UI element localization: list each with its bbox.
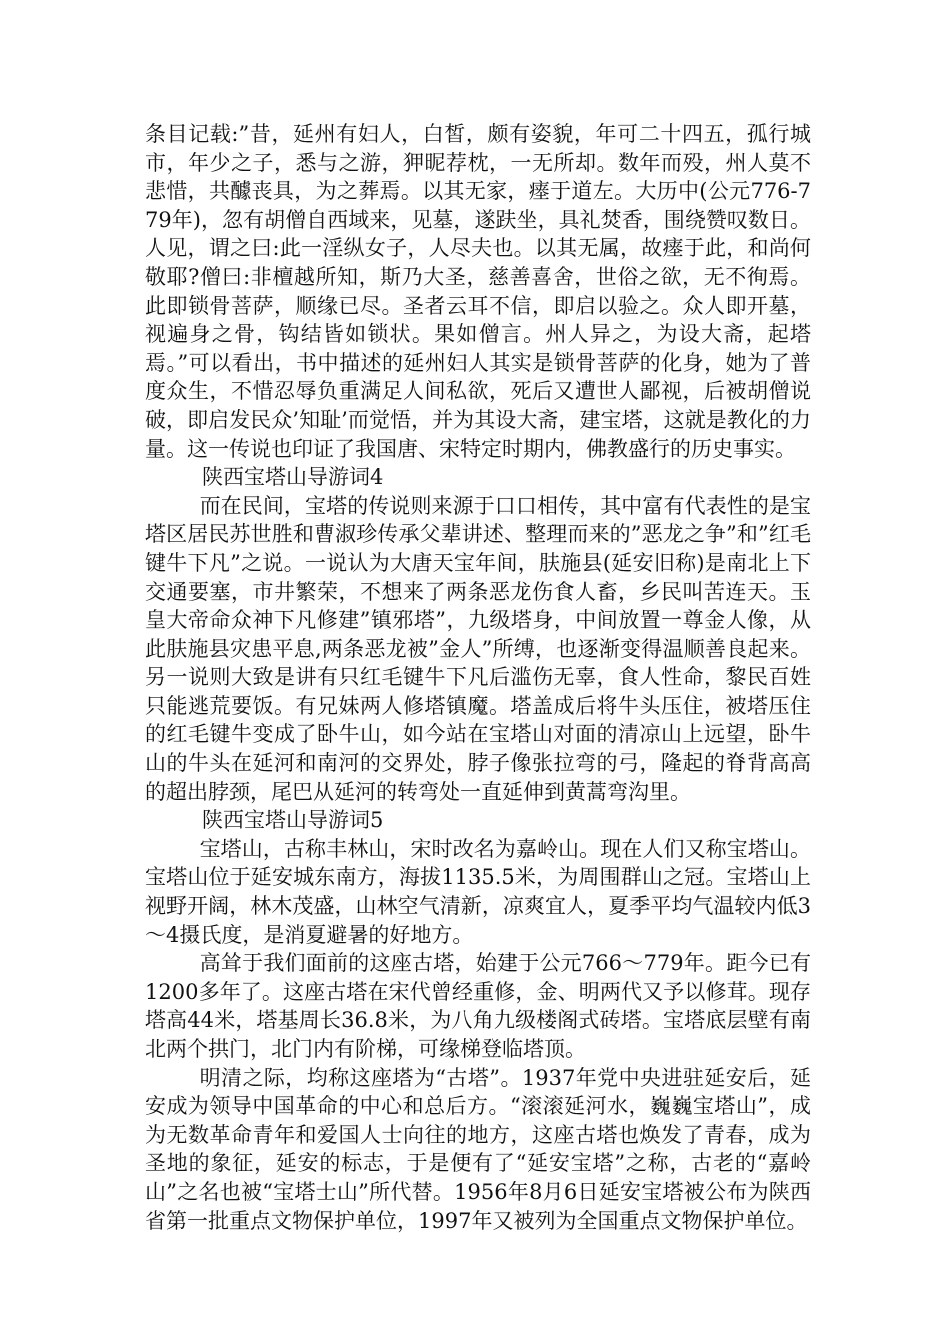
- paragraph-revolutionary-symbol: 明清之际，均称这座塔为“古塔”。1937年党中央进驻延安后，延安成为领导中国革命的中心和总后方。“滚滚延河水，巍巍宝塔山”，成为无数革命青年和爱国人士向往的地方，这座古塔也焕发了青春，成为圣地的象征，延安的标志，于是便有了“延安宝塔”之称，古老的“嘉岭山”之名也被“宝塔士山”所代替。1956年8月6日延安宝塔被公布为陕西省第一批重点文物保护单位，1997年又被列为全国重点文物保护单位。: [145, 1065, 811, 1233]
- document-page: [145, 120, 811, 1235]
- paragraph-mountain-intro: 宝塔山，古称丰林山，宋时改名为嘉岭山。现在人们又称宝塔山。宝塔山位于延安城东南方，海拔1135.5米，为周围群山之冠。宝塔山上视野开阔，林木茂盛，山林空气清新，凉爽宜人，夏季平均气温较内低3～4摄氏度，是消夏避暑的好地方。: [145, 836, 811, 947]
- paragraph-legend-quote: 条目记载:”昔，延州有妇人，白皙，颇有姿貌，年可二十四五，孤行城市，年少之子，悉与之游，狎昵荐枕，一无所却。数年而殁，州人莫不悲惜，共醵丧具，为之葬焉。以其无家，瘗于道左。大历中(公元776-779年)，忽有胡僧自西域来，见墓，遂趺坐，具礼焚香，围绕赞叹数日。人见，谓之曰:此一淫纵女子，人尽夫也。以其无属，故瘗于此，和尚何敬耶?僧曰:非檀越所知，斯乃大圣，慈善喜舍，世俗之欲，无不徇焉。此即锁骨菩萨，顺缘已尽。圣者云耳不信，即启以验之。众人即开墓，视遍身之骨，钩结皆如锁状。果如僧言。州人异之，为设大斋，起塔焉。”可以看出，书中描述的延州妇人其实是锁骨菩萨的化身，她为了普度众生，不惜忍辱负重满足人间私欲，死后又遭世人鄙视，后被胡僧说破，即启发民众’知耻’而觉悟，并为其设大斋，建宝塔，这就是教化的力量。这一传说也印证了我国唐、宋特定时期内，佛教盛行的历史事实。: [145, 122, 811, 461]
- paragraph-pagoda-history: 高耸于我们面前的这座古塔，始建于公元766～779年。距今已有1200多年了。这座古塔在宋代曾经重修，金、明两代又予以修茸。现存塔高44米，塔基周长36.8米，为八角九级楼阁式砖塔。宝塔底层壁有南北两个拱门，北门内有阶梯，可缘梯登临塔顶。: [145, 951, 811, 1061]
- paragraph-folk-legend: 而在民间，宝塔的传说则来源于口口相传，其中富有代表性的是宝塔区居民苏世胜和曹淑珍传承父辈讲述、整理而来的”恶龙之争”和”红毛键牛下凡”之说。一说认为大唐天宝年间，肤施县(延安旧称)是南北上下交通要塞，市井繁荣，不想来了两条恶龙伤食人畜，乡民叫苦连天。玉皇大帝命众神下凡修建”镇邪塔”，九级塔身，中间放置一尊金人像，从此肤施县灾患平息,两条恶龙被”金人”所缚，也逐渐变得温顺善良起来。另一说则大致是讲有只红毛键牛下凡后滥伤无辜，食人性命，黎民百姓只能逃荒要饭。有兄妹两人修塔镇魔。塔盖成后将牛头压住，被塔压住的红毛键牛变成了卧牛山，如今站在宝塔山对面的清凉山上远望，卧牛山的牛头在延河和南河的交界处，脖子像张拉弯的弓，隆起的脊背高高的超出脖颈，尾巴从延河的转弯处一直延伸到黄蒿弯沟里。: [145, 493, 811, 804]
- section-heading-4: 陕西宝塔山导游词4: [202, 465, 384, 490]
- section-heading-5: 陕西宝塔山导游词5: [202, 808, 384, 833]
